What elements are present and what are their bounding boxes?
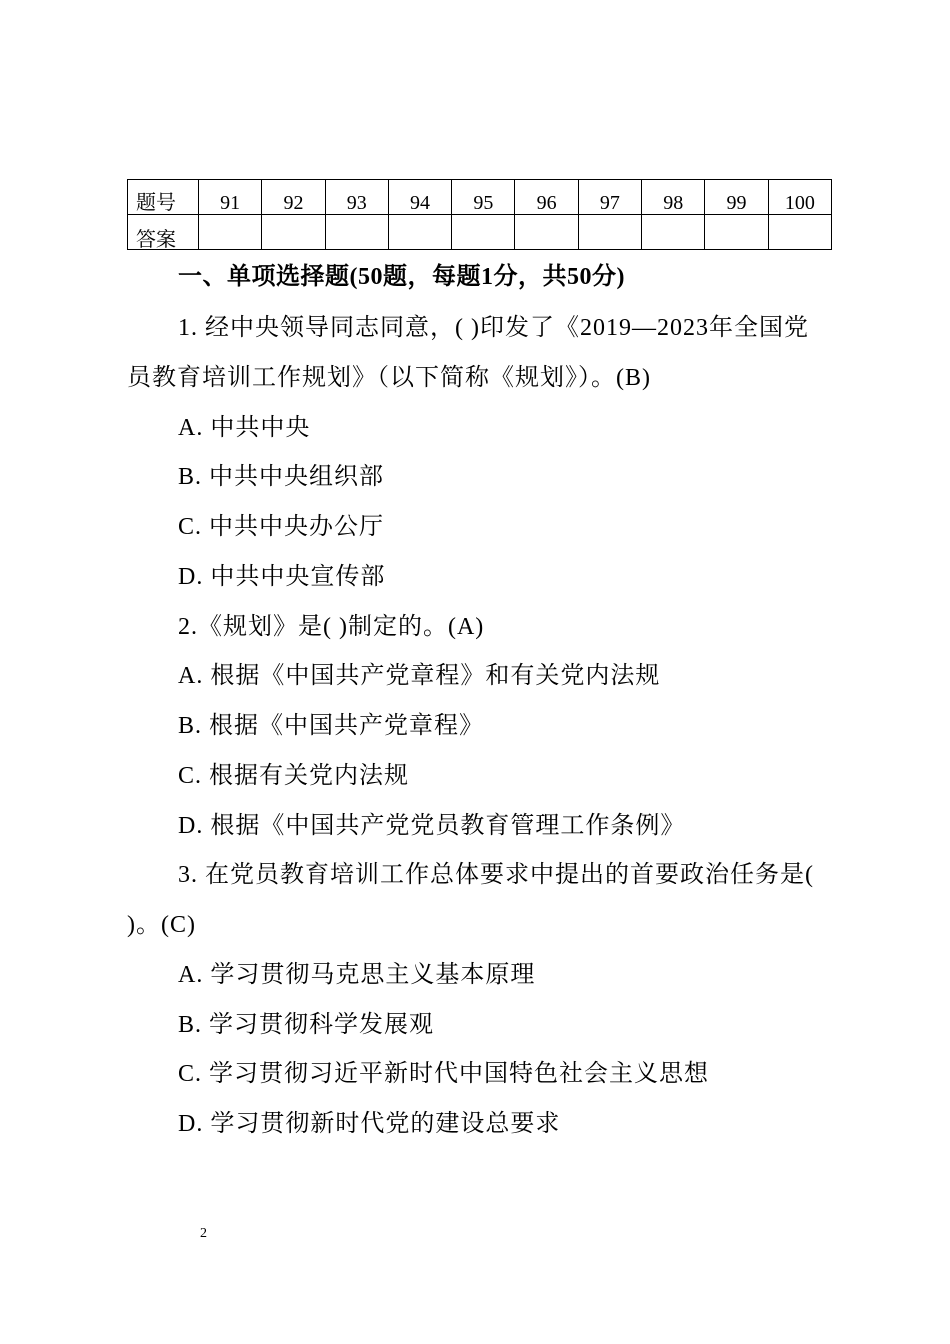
question-number-cell: 95 [452,180,515,215]
question-2-option-a: A. 根据《中国共产党章程》和有关党内法规 [178,663,661,689]
question-1-option-c: C. 中共中央办公厅 [178,514,385,540]
question-3-option-b: B. 学习贯彻科学发展观 [178,1012,435,1038]
question-number-cell: 96 [515,180,578,215]
answer-cell [515,215,578,250]
question-number-cell: 98 [642,180,705,215]
answer-cell [642,215,705,250]
answer-row [128,215,832,250]
question-1-stem-line-1: 1. 经中央领导同志同意，( )印发了《2019—2023年全国党 [178,315,809,341]
answer-cell [452,215,515,250]
question-number-cell: 97 [578,180,641,215]
row-label-question-number: 题号 [128,180,199,215]
question-number-cell: 99 [705,180,768,215]
question-2-option-c: C. 根据有关党内法规 [178,763,410,789]
question-3-option-c: C. 学习贯彻习近平新时代中国特色社会主义思想 [178,1061,710,1087]
question-number-row [128,180,832,215]
question-number-cell: 91 [199,180,262,215]
question-3-stem-line-2: )。(C) [127,912,196,938]
answer-cell [705,215,768,250]
question-2-option-d: D. 根据《中国共产党党员教育管理工作条例》 [178,813,686,839]
page-number: 2 [200,1226,207,1241]
question-number-cell: 100 [768,180,831,215]
answer-cell [768,215,831,250]
answer-cell [262,215,325,250]
answer-table [127,179,832,250]
question-1-option-b: B. 中共中央组织部 [178,464,385,490]
question-3-stem-line-1: 3. 在党员教育培训工作总体要求中提出的首要政治任务是( [178,862,814,888]
question-number-cell: 94 [388,180,451,215]
question-number-cell: 93 [325,180,388,215]
question-1-stem-line-2: 员教育培训工作规划》（以下简称《规划》）。(B) [127,365,651,391]
question-number-cell: 92 [262,180,325,215]
answer-cell [388,215,451,250]
answer-cell [325,215,388,250]
answer-cell [199,215,262,250]
question-3-option-a: A. 学习贯彻马克思主义基本原理 [178,962,536,988]
answer-cell [578,215,641,250]
section-heading: 一、单项选择题(50题，每题1分，共50分) [178,264,625,290]
question-1-option-a: A. 中共中央 [178,415,311,441]
question-1-option-d: D. 中共中央宣传部 [178,564,386,590]
row-label-answer: 答案 [128,215,199,250]
question-3-option-d: D. 学习贯彻新时代党的建设总要求 [178,1111,561,1137]
question-2-option-b: B. 根据《中国共产党章程》 [178,713,485,739]
question-2-stem: 2.《规划》是( )制定的。(A) [178,614,485,640]
